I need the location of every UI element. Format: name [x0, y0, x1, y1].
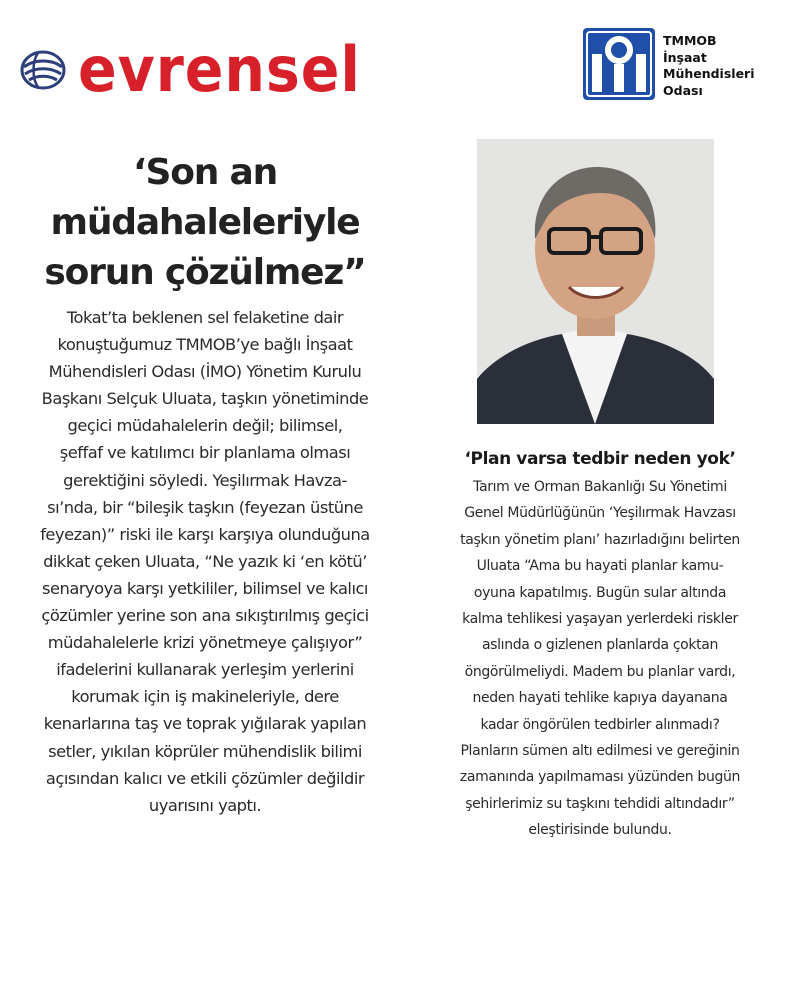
organization-name	[663, 33, 793, 99]
body-line: setler, yıkılan köprüler mühendislik bilimi	[48, 741, 362, 761]
sidebar-body	[430, 474, 770, 844]
portrait-photo	[477, 139, 714, 424]
body-line: Mühendisleri Odası (İMO) Yönetim Kurulu	[48, 362, 362, 382]
sidebar-line: kadar öngörülen tedbirler alınmadı?	[480, 716, 720, 733]
body-line: uyarısını yaptı.	[148, 795, 262, 815]
sidebar-line: Tarım ve Orman Bakanlığı Su Yönetimi	[473, 479, 727, 495]
article-headline	[30, 148, 380, 298]
body-line: ifadelerini kullanarak yerleşim yerlerini	[56, 660, 354, 680]
sidebar-line: Planların sümen altı edilmesi ve gereğinin	[460, 743, 740, 760]
org-line: İnşaat	[663, 49, 707, 65]
body-line: geçici müdahalelerin değil; bilimsel,	[67, 416, 343, 436]
sidebar-line: kalma tehlikesi yaşayan yerlerdeki riskler	[462, 611, 738, 628]
sidebar-line: öngörülmeliydi. Madem bu planlar vardı,	[464, 663, 736, 680]
body-line: dikkat çeken Uluata, “Ne yazık ki ‘en kötü’	[43, 551, 367, 571]
portrait-illustration	[477, 139, 714, 424]
sidebar-line: taşkın yönetim planı’ hazırladığını belirten	[460, 531, 740, 548]
sidebar-line: oyuna kapatılmış. Bugün sular altında	[473, 584, 727, 601]
body-line: sı’nda, bir “bileşik taşkın (feyezan üstüne	[47, 497, 363, 517]
sidebar-line: aslında o gizlenen planlarda çoktan	[481, 637, 719, 654]
sidebar-line: şehirlerimiz su taşkını tehdidi altındadır”	[465, 795, 735, 812]
body-line: feyezan)” riski ile karşı karşıya olunduğuna	[40, 524, 370, 544]
headline-line: müdahaleleriyle	[50, 202, 360, 243]
body-line: Başkanı Selçuk Uluata, taşkın yönetiminde	[41, 389, 369, 409]
body-line: açısından kalıcı ve etkili çözümler değildir	[45, 768, 365, 788]
org-line: Odası	[663, 82, 703, 98]
imo-logo-icon	[583, 28, 655, 100]
body-line: konuştuğumuz TMMOB’ye bağlı İnşaat	[57, 335, 353, 355]
globe-icon	[18, 45, 68, 95]
sidebar-line: eleştirisinde bulundu.	[528, 822, 672, 839]
sidebar-line: Genel Müdürlüğünün ‘Yeşilırmak Havzası	[464, 505, 736, 522]
main-article	[30, 148, 380, 819]
body-line: müdahalelerle krizi yönetmeye çalışıyor”	[47, 633, 363, 653]
org-line: Mühendisleri	[663, 66, 755, 81]
headline-line: sorun çözülmez”	[44, 252, 366, 293]
article-body	[30, 304, 380, 819]
org-line: TMMOB	[663, 33, 717, 48]
sidebar-subhead: ‘Plan varsa tedbir neden yok’	[464, 449, 736, 469]
sidebar-line: zamanında yapılmaması yüzünden bugün	[459, 769, 741, 786]
body-line: kenarlarına taş ve toprak yığılarak yapılan	[43, 714, 367, 734]
headline-line: ‘Son an	[132, 152, 278, 193]
body-line: çözümler yerine son ana sıkıştırılmış geçici	[41, 606, 369, 626]
sidebar-line: neden hayati tehlike kapıya dayanana	[472, 690, 728, 707]
body-line: şeffaf ve katılımcı bir planlama olması	[59, 443, 351, 463]
sidebar-line: Uluata “Ama bu hayati planlar kamu-	[476, 558, 724, 575]
body-line: korumak için iş makineleriyle, dere	[71, 687, 339, 707]
body-line: senaryoya karşı yetkililer, bilimsel ve kalıcı	[42, 578, 368, 598]
body-line: gerektiğini söyledi. Yeşilırmak Havza-	[63, 470, 347, 490]
brand-name: evrensel	[78, 33, 361, 106]
newspaper-logo	[18, 30, 385, 110]
body-line: Tokat’ta beklenen sel felaketine dair	[66, 308, 344, 327]
sidebar-article	[430, 446, 770, 844]
